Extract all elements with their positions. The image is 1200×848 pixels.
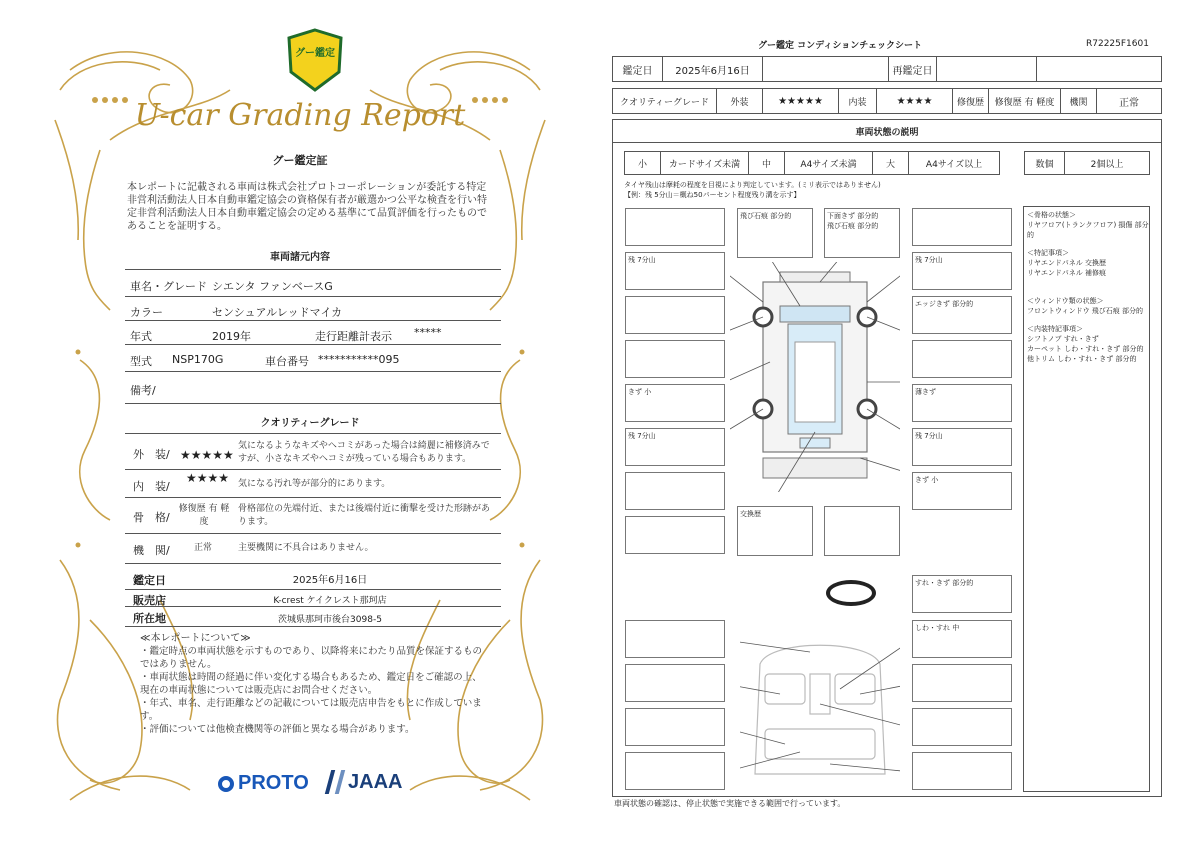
interior-desc: 気になる汚れ等が部分的にあります。 — [238, 479, 391, 489]
callout-box — [912, 708, 1012, 746]
callout-box — [912, 208, 1012, 246]
date-row — [612, 56, 1162, 82]
callout-box — [625, 664, 725, 702]
side-note-line: カーペット しわ・すれ・きず 部分的 — [1027, 345, 1144, 353]
note-item: ・年式、車名、走行距離などの記載については販売店申告をもとに作成しています。 — [140, 698, 482, 722]
callout-right-thin: 薄きず — [912, 384, 1012, 422]
quality-heading: クオリティーグレード — [260, 418, 360, 429]
address-label: 所在地 — [133, 612, 166, 625]
model-label: 型式 — [130, 355, 152, 368]
callout-box — [824, 506, 900, 556]
proto-logo — [218, 772, 309, 795]
specs-heading: 車両諸元内容 — [270, 252, 330, 263]
year-label: 年式 — [130, 330, 152, 343]
int-label: 内装 — [839, 89, 877, 113]
inspection-date-label: 鑑定日 — [133, 574, 166, 587]
callout-left-scratch: きず 小 — [625, 384, 725, 422]
repair-label: 修復歴 — [953, 89, 989, 113]
engine-value: 正常 — [1119, 97, 1139, 109]
callout-box — [625, 296, 725, 334]
sheet-title: グー鑑定 コンディションチェックシート — [758, 41, 922, 51]
side-note-line — [1027, 316, 1149, 324]
jaaa-logo — [328, 770, 402, 794]
notes-list — [140, 645, 490, 736]
callout-box — [625, 208, 725, 246]
note-item: ・鑑定時点の車両状態を示すものであり、以降将来にわたり品質を保証するものではありません。 — [140, 646, 483, 670]
callout-box — [625, 472, 725, 510]
mileage-label: 走行距離計表示 — [315, 330, 392, 343]
callout-right-scratch: きず 小 — [912, 472, 1012, 510]
remarks-label: 備考/ — [130, 384, 156, 397]
engine-label: 機関 — [1061, 89, 1097, 113]
frame-label: 骨 格/ — [133, 511, 170, 524]
callout-chip-top: 飛び石痕 部分的 — [737, 208, 813, 258]
side-note-line: リヤエンドパネル 補修痕 — [1027, 269, 1106, 277]
dealer-label: 販売店 — [133, 594, 166, 607]
mileage-value: ***** — [414, 326, 442, 339]
legend-medium-desc: A4サイズ未満 — [785, 152, 873, 174]
callout-box — [912, 752, 1012, 790]
chassis-label: 車台番号 — [265, 355, 309, 368]
dealer-value: K-crest ケイクレスト那珂店 — [273, 596, 387, 606]
callout-steering: すれ・きず 部分的 — [912, 575, 1012, 613]
inspection-date-value: 2025年6月16日 — [292, 575, 368, 586]
certificate-text: 本レポートに記載される車両は株式会社プロトコーポレーションが委託する特定非営利活動法人日本自動車鑑定協会の資格保有者が厳選かつ公平な検査を行い特定非営利活動法人日本自動車鑑定協会の定める基準にて品質評価を行ったものであることを証明する。 — [127, 182, 487, 232]
callout-wrinkle: しわ・すれ 中 — [912, 620, 1012, 658]
legend-large: 大 — [873, 152, 909, 174]
callout-box — [625, 752, 725, 790]
side-note-line: シフトノブ すれ・きず — [1027, 335, 1099, 343]
car-topview-diagram — [730, 262, 900, 492]
legend-large-desc: A4サイズ以上 — [925, 159, 983, 170]
car-name-label: 車名・グレード — [130, 280, 207, 293]
callout-box — [625, 708, 725, 746]
grade-row — [612, 88, 1162, 114]
frame-value: 修復歴 有 軽度 — [178, 504, 230, 527]
chassis-value: ***********095 — [318, 353, 400, 366]
legend-small-desc: カードサイズ未満 — [661, 152, 749, 174]
reinspect-label: 再鑑定日 — [889, 57, 937, 81]
date-value: 2025年6月16日 — [663, 57, 763, 81]
engine-desc: 主要機関に不具合はありません。 — [238, 543, 374, 553]
engine-label: 機 関/ — [133, 544, 170, 557]
side-notes — [1027, 210, 1149, 364]
callout-box — [625, 340, 725, 378]
repair-value: 修復歴 有 軽度 — [989, 89, 1061, 113]
color-label: カラー — [130, 306, 163, 319]
car-name-value: シエンタ ファンベースG — [212, 280, 333, 293]
callout-edge: エッジきず 部分的 — [912, 296, 1012, 334]
interior-stars: ★★★★ — [186, 471, 230, 485]
ext-label: 外装 — [717, 89, 763, 113]
side-note-line: 他トリム しわ・すれ・きず 部分的 — [1027, 355, 1137, 363]
proto-mark-icon — [218, 776, 234, 792]
side-note-line — [1027, 240, 1149, 248]
callout-box — [912, 340, 1012, 378]
side-note-line: リヤエンドパネル 交換歴 — [1027, 259, 1106, 267]
emblem-text: グー鑑定 — [295, 48, 335, 59]
check-sheet-panel — [600, 0, 1200, 848]
callout-rl-tire: 残 7分山 — [625, 428, 725, 466]
year-value: 2019年 — [212, 330, 251, 343]
address-value: 茨城県那珂市後台3098-5 — [278, 615, 382, 625]
legend-row — [624, 151, 1000, 175]
callout-box — [912, 664, 1012, 702]
side-note-line — [1027, 278, 1149, 296]
model-value: NSP170G — [172, 353, 224, 366]
exterior-desc: 気になるようなキズやヘコミがあった場合は綺麗に補修済みですが、小さなキズやヘコミが残っている場合もあります。 — [238, 441, 490, 464]
exterior-label: 外 装/ — [133, 448, 170, 461]
certificate-heading: グー鑑定証 — [272, 154, 328, 167]
count-value: 2個以上 — [1090, 159, 1124, 170]
side-note-line: ＜特記事項＞ — [1027, 249, 1069, 257]
side-note-line: ＜ウィンドウ類の状態＞ — [1027, 297, 1104, 305]
callout-box — [625, 516, 725, 554]
condition-heading: 車両状態の説明 — [855, 128, 919, 138]
date-label: 鑑定日 — [613, 57, 663, 81]
goo-emblem — [287, 28, 343, 92]
legend-medium: 中 — [749, 152, 785, 174]
ext-stars: ★★★★★ — [763, 89, 839, 113]
sheet-id: R72225F1601 — [1086, 39, 1149, 49]
report-title: U-car Grading Report — [134, 98, 466, 133]
side-note-line: ＜内装特記事項＞ — [1027, 325, 1083, 333]
engine-value: 正常 — [194, 543, 213, 553]
sheet-footer: 車両状態の確認は、停止状態で実施できる範囲で行っています。 — [614, 799, 846, 808]
count-label: 数個 — [1025, 152, 1065, 174]
interior-label: 内 装/ — [133, 480, 170, 493]
side-note-line: ＜骨格の状態＞ — [1027, 211, 1076, 219]
steering-wheel-icon — [826, 580, 876, 606]
callout-exchanged: 交換歴 — [737, 506, 813, 556]
note-item: ・評価については他検査機関等の評価と異なる場合があります。 — [140, 724, 415, 735]
side-note-line: リヤフロア(トランクフロア) 損傷 部分的 — [1027, 221, 1149, 239]
frame-desc: 骨格部位の先端付近、または後端付近に衝撃を受けた形跡があります。 — [238, 504, 491, 527]
grade-label: クオリティーグレード — [613, 89, 717, 113]
callout-rr-tire: 残 7分山 — [912, 428, 1012, 466]
callout-underside: 下面きず 部分的 飛び石痕 部分的 — [824, 208, 900, 258]
exterior-stars: ★★★★★ — [180, 448, 234, 462]
tire-note-2: 【例：残 5分山＝概ね50パーセント程度残り溝を示す】 — [624, 191, 801, 199]
side-note-line: フロントウィンドウ 飛び石痕 部分的 — [1027, 307, 1144, 315]
jaaa-logo-text: JAAA — [348, 770, 403, 793]
tire-note-1: タイヤ残山は摩耗の程度を目視により判定しています。(ミリ表示ではありません) — [624, 181, 881, 189]
legend-small: 小 — [625, 152, 661, 174]
count-row — [1024, 151, 1150, 175]
jaaa-mark-icon — [325, 770, 345, 794]
reinspect-value — [937, 57, 1037, 81]
notes-heading: ≪本レポートについて≫ — [140, 633, 251, 644]
callout-fr-tire: 残 7分山 — [912, 252, 1012, 290]
car-interior-diagram — [740, 634, 900, 784]
proto-logo-text: PROTO — [238, 772, 309, 794]
note-item: ・車両状態は時間の経過に伴い変化する場合もあるため、鑑定日をご確認の上、現在の車両状態については販売店にお問合せください。 — [140, 672, 482, 696]
color-value: センシュアルレッドマイカ — [212, 306, 343, 319]
callout-box — [625, 620, 725, 658]
callout-fl-tire: 残 7分山 — [625, 252, 725, 290]
int-stars: ★★★★ — [877, 89, 953, 113]
